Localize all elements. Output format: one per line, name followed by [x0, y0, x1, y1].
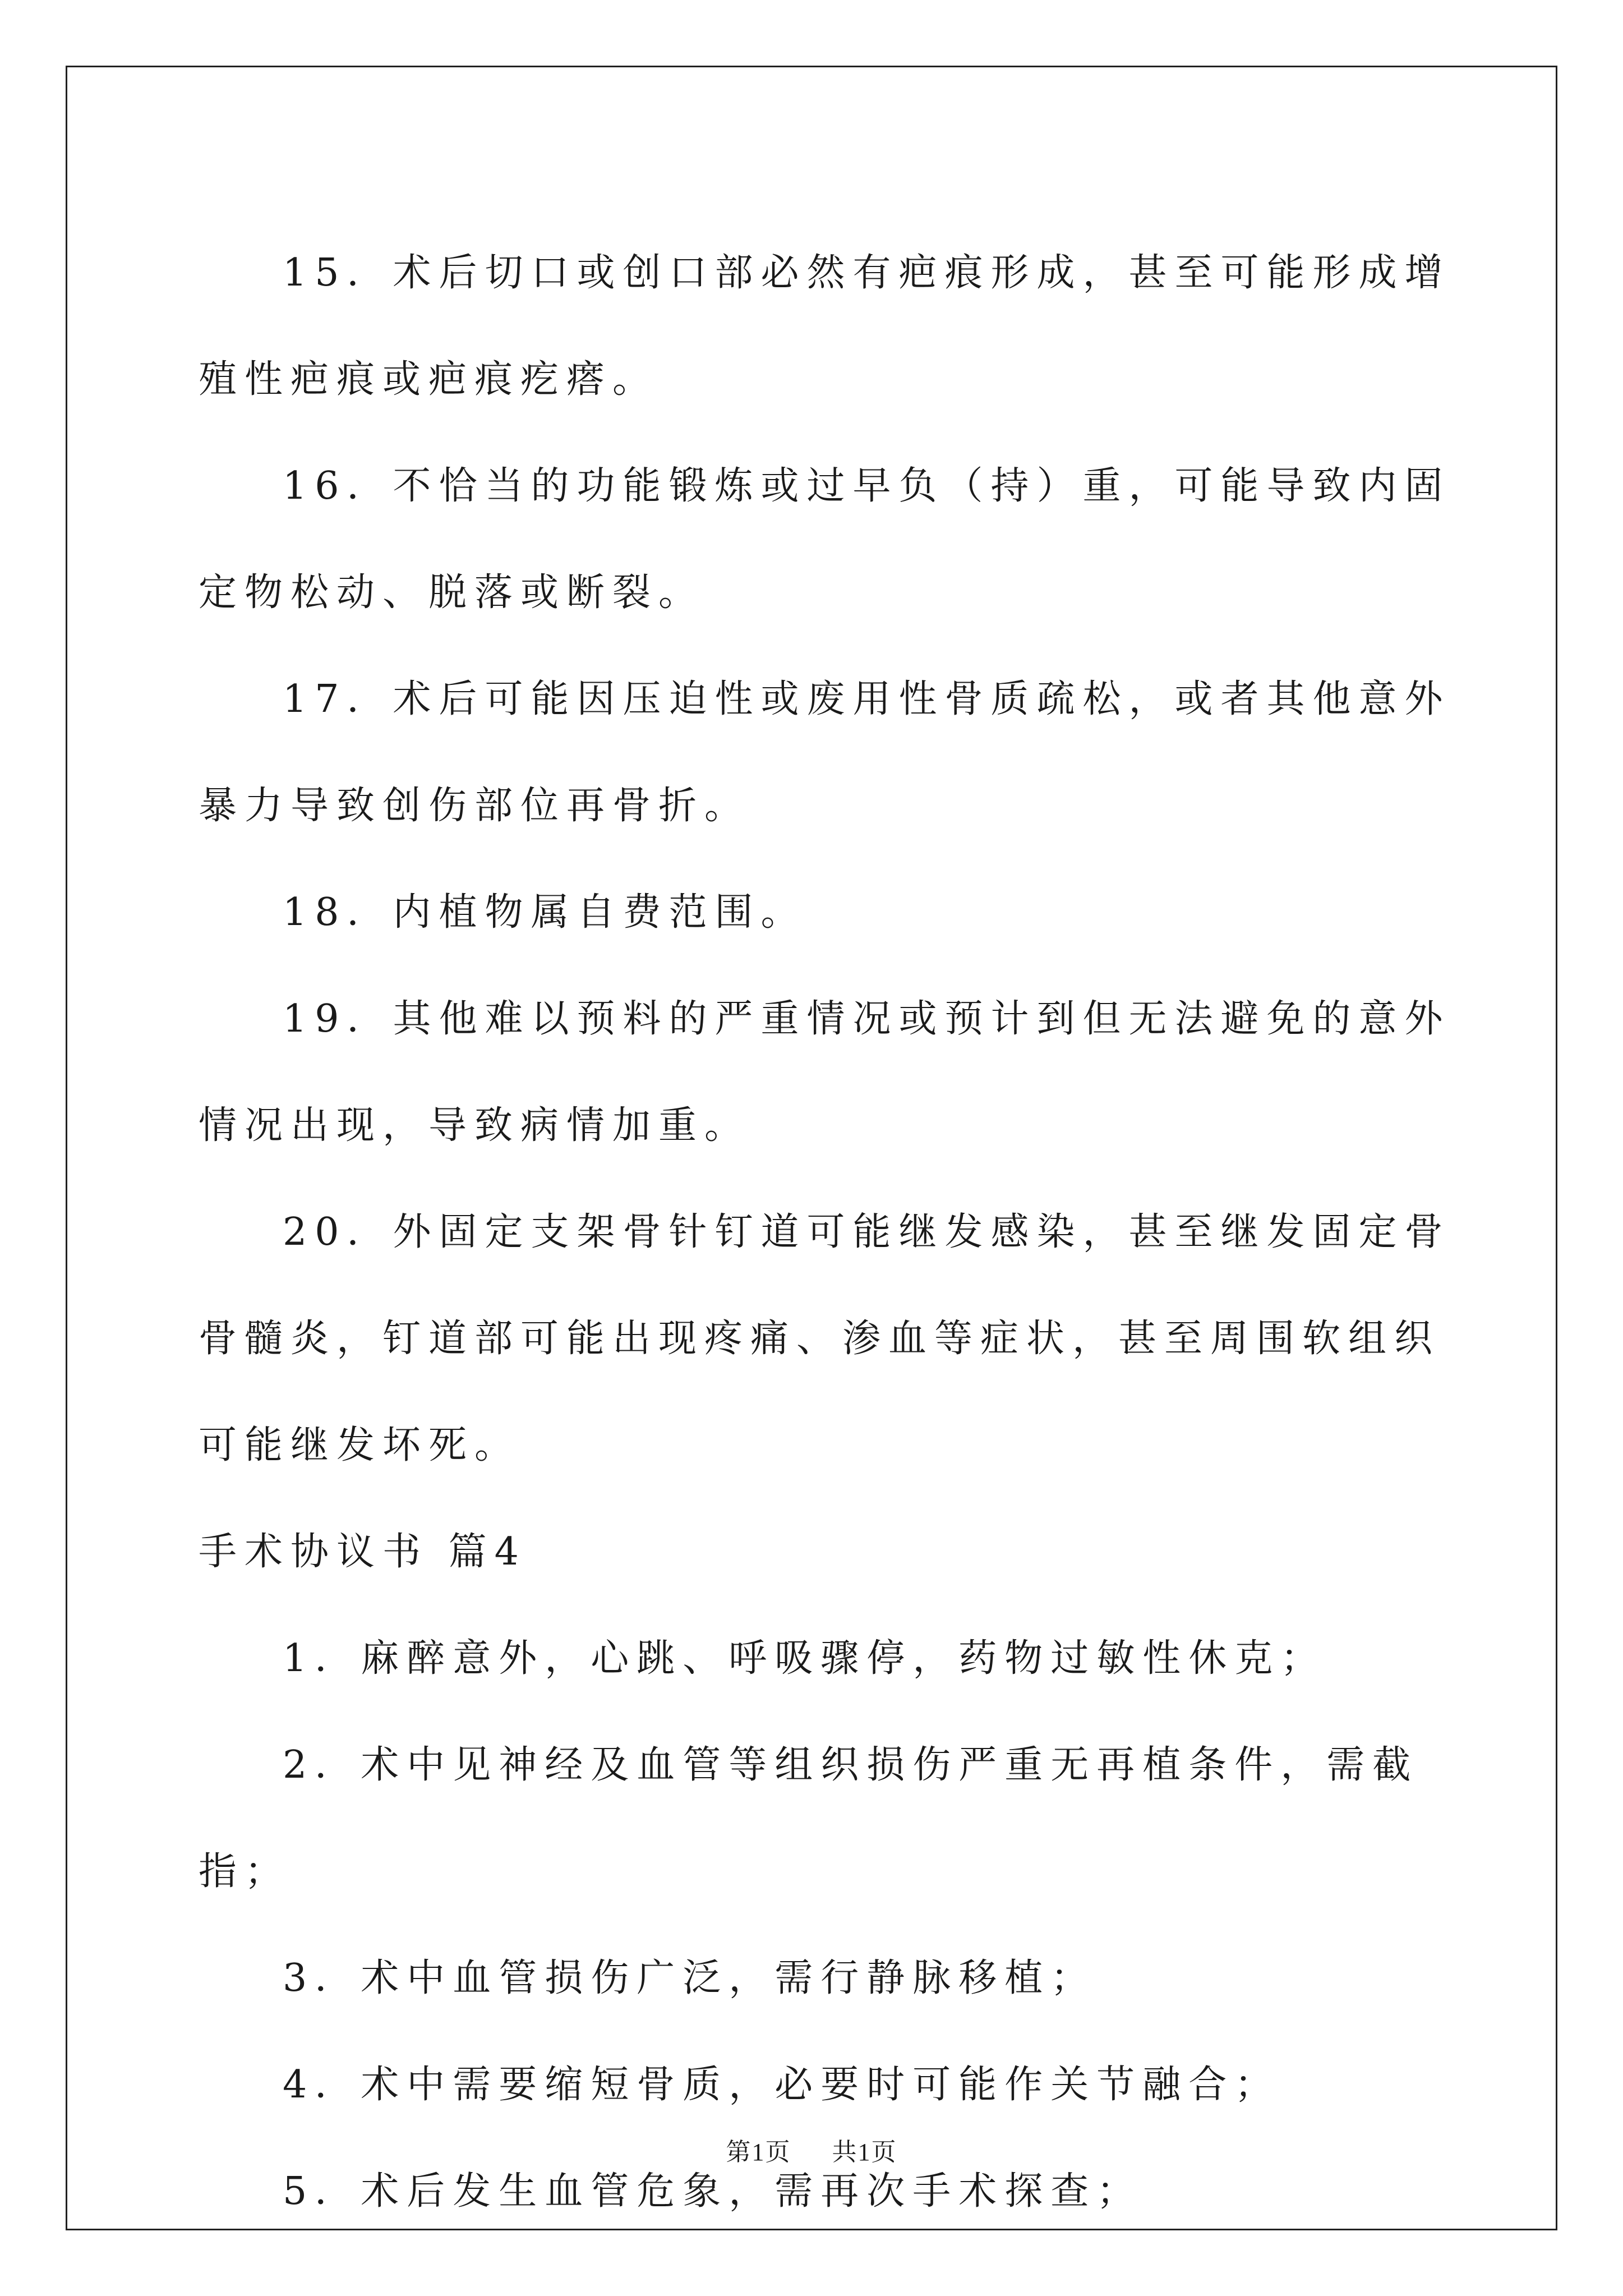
list-item: 3．术中血管损伤广泛，需行静脉移植；	[283, 1956, 1097, 2000]
paragraph-17: 17．术后可能因压迫性或废用性骨质疏松，或者其他意外暴力导致创伤部位再骨折。	[199, 677, 1451, 828]
page-footer	[0, 2132, 1623, 2168]
section-heading: 手术协议书 篇4	[199, 1530, 527, 1574]
paragraph-15: 15．术后切口或创口部必然有疤痕形成，甚至可能形成增殖性疤痕或疤痕疙瘩。	[199, 251, 1451, 402]
paragraph-19: 19．其他难以预料的严重情况或预计到但无法避免的意外情况出现，导致病情加重。	[199, 997, 1451, 1148]
paragraph-20: 20．外固定支架骨针钉道可能继发感染，甚至继发固定骨骨髓炎，钉道部可能出现疼痛、渗血等症状，甚至周围软组织可能继发坏死。	[199, 1210, 1451, 1467]
paragraph-18: 18．内植物属自费范围。	[283, 890, 807, 935]
paragraph-16: 16．不恰当的功能锻炼或过早负（持）重，可能导致内固定物松动、脱落或断裂。	[199, 464, 1451, 615]
list-item: 4．术中需要缩短骨质，必要时可能作关节融合；	[283, 2063, 1281, 2107]
page-number: 第1页	[726, 2138, 791, 2166]
list-item: 2．术中见神经及血管等组织损伤严重无再植条件，需截指；	[199, 1743, 1419, 1894]
page-total: 共1页	[832, 2138, 897, 2166]
list-item: 1．麻醉意外，心跳、呼吸骤停，药物过敏性休克；	[283, 1636, 1327, 1681]
list-item: 5．术后发生血管危象，需再次手术探查；	[283, 2169, 1143, 2214]
document-body	[199, 220, 1460, 2245]
